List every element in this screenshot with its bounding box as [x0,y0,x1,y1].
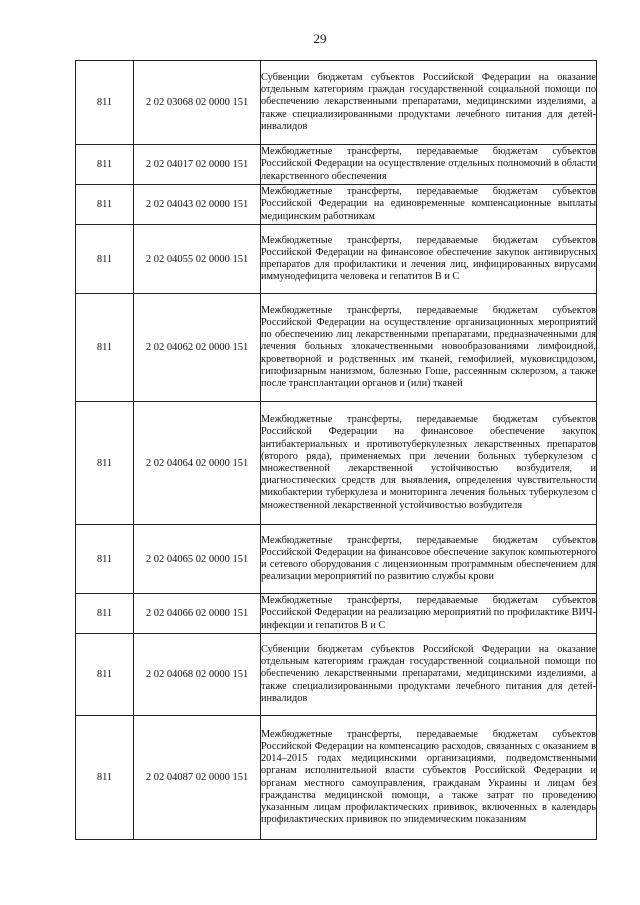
description-cell: Субвенции бюджетам субъектов Российской Федерации на оказание отдельным категориям граждан государственной социальной помощи по обеспечению лекарственными препаратами, медицинскими изделиями, а также специализированными продуктами лечебного питания для детей-инвалидов [261,61,597,145]
description-cell: Межбюджетные трансферты, передаваемые бюджетам субъектов Российской Федерации на компенсацию расходов, связанных с оказанием в 2014–2015 годах медицинскими организациями, подведомственными органам исполнительной власти субъектов Российской Федерации и органам местного самоуправления, гражданам Украины и лицам без гражданства медицинской помощи, а также затрат по проведению указанным лицам профилактических прививок, включенных в календарь профилактических прививок по эпидемическим показаниям [261,716,597,840]
budget-code-cell: 2 02 04043 02 0000 151 [134,185,261,225]
description-cell: Межбюджетные трансферты, передаваемые бюджетам субъектов Российской Федерации на осуществление отдельных полномочий в области лекарственного обеспечения [261,145,597,185]
table-row [76,594,597,634]
budget-code-cell: 2 02 03068 02 0000 151 [134,61,261,145]
description-cell: Межбюджетные трансферты, передаваемые бюджетам субъектов Российской Федерации на реализацию мероприятий по профилактике ВИЧ-инфекции и гепатитов В и С [261,594,597,634]
description-cell: Межбюджетные трансферты, передаваемые бюджетам субъектов Российской Федерации на финансовое обеспечение закупок антибактериальных и противотуберкулезных лекарственных препаратов (второго ряда), применяемых при лечении больных туберкулезом с множественной лекарственной устойчивостью возбудителя, и диагностических средств для выявления, определения чувствительности микобактерии туберкулеза и мониторинга лечения больных туберкулезом с множественной лекарственной устойчивостью возбудителя [261,402,597,525]
budget-code-cell: 2 02 04087 02 0000 151 [134,716,261,840]
budget-code-cell: 2 02 04066 02 0000 151 [134,594,261,634]
admin-code-cell: 811 [76,402,134,525]
description-cell: Межбюджетные трансферты, передаваемые бюджетам субъектов Российской Федерации на единовременные компенсационные выплаты медицинским работникам [261,185,597,225]
admin-code-cell: 811 [76,61,134,145]
budget-code-cell: 2 02 04065 02 0000 151 [134,525,261,594]
table-row [76,716,597,840]
budget-code-cell: 2 02 04068 02 0000 151 [134,634,261,716]
page-number: 29 [313,31,327,46]
table-row [76,525,597,594]
table-row [76,225,597,294]
admin-code-cell: 811 [76,185,134,225]
budget-code-cell: 2 02 04062 02 0000 151 [134,294,261,402]
budget-code-cell: 2 02 04055 02 0000 151 [134,225,261,294]
budget-code-cell: 2 02 04064 02 0000 151 [134,402,261,525]
description-cell: Межбюджетные трансферты, передаваемые бюджетам субъектов Российской Федерации на финансовое обеспечение закупок компьютерного и сетевого оборудования с лицензионным программным обеспечением для реализации мероприятий по развитию службы крови [261,525,597,594]
admin-code-cell: 811 [76,294,134,402]
table-row [76,402,597,525]
admin-code-cell: 811 [76,594,134,634]
description-cell: Субвенции бюджетам субъектов Российской Федерации на оказание отдельным категориям граждан государственной социальной помощи по обеспечению лекарственными препаратами, медицинскими изделиями, а также специализированными продуктами лечебного питания для детей-инвалидов [261,634,597,716]
table-row [76,634,597,716]
admin-code-cell: 811 [76,634,134,716]
table-row [76,145,597,185]
description-cell: Межбюджетные трансферты, передаваемые бюджетам субъектов Российской Федерации на финансовое обеспечение закупок антивирусных препаратов для профилактики и лечения лиц, инфицированных вирусами иммунодефицита человека и гепатитов В и С [261,225,597,294]
admin-code-cell: 811 [76,145,134,185]
admin-code-cell: 811 [76,225,134,294]
description-cell: Межбюджетные трансферты, передаваемые бюджетам субъектов Российской Федерации на осуществление организационных мероприятий по обеспечению лиц лекарственными препаратами, предназначенными для лечения больных злокачественными новообразованиями лимфоидной, кроветворной и родственных им тканей, гемофилией, муковисцидозом, гипофизарным нанизмом, болезнью Гоше, рассеянным склерозом, а также после трансплантации органов и (или) тканей [261,294,597,402]
admin-code-cell: 811 [76,525,134,594]
table-row [76,61,597,145]
admin-code-cell: 811 [76,716,134,840]
table-row [76,294,597,402]
budget-classification-table [75,60,597,840]
table-row [76,185,597,225]
budget-code-cell: 2 02 04017 02 0000 151 [134,145,261,185]
